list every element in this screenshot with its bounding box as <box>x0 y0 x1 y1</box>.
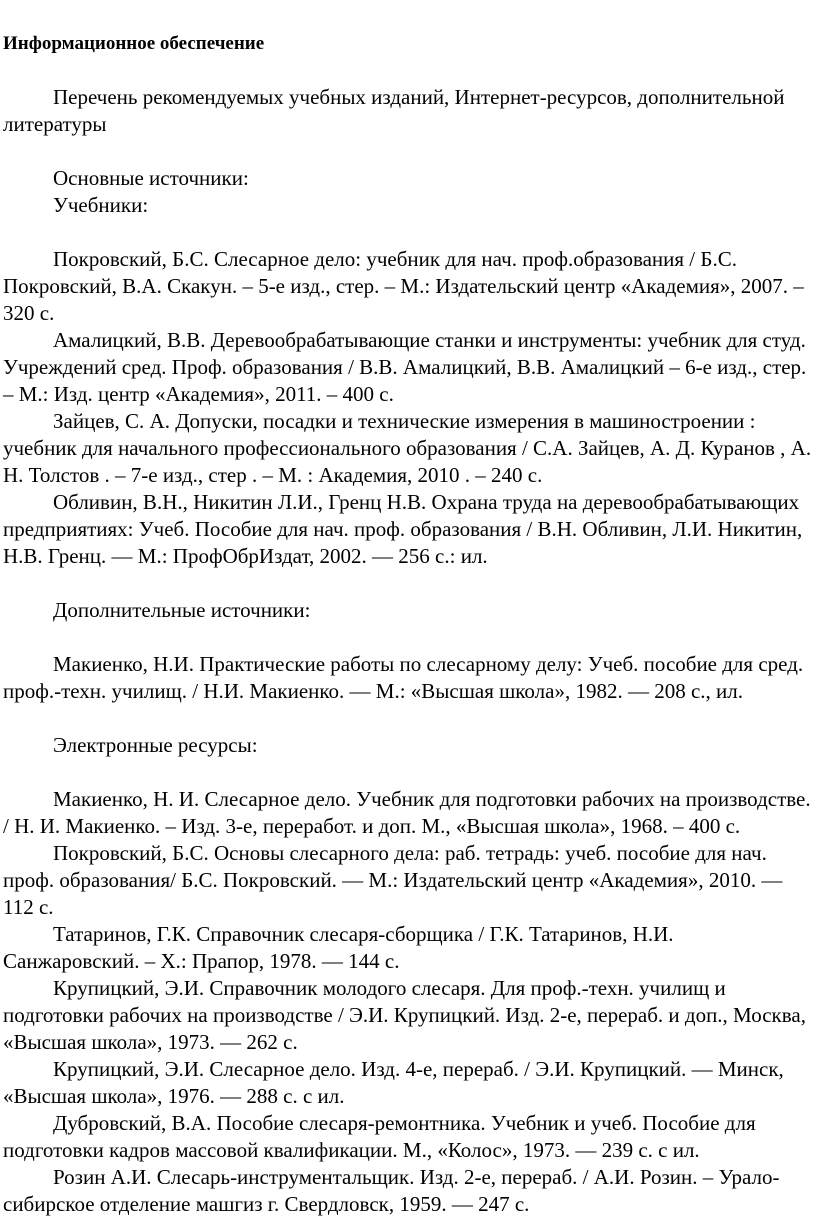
document-heading: Информационное обеспечение <box>3 33 265 54</box>
textbooks-label: Учебники: <box>53 193 149 217</box>
main-sources-label: Основные источники: <box>53 166 249 190</box>
spacer <box>3 624 814 651</box>
electronic-resource-item: Крупицкий, Э.И. Справочник молодого слесаря. Для проф.-техн. училищ и подготовки рабочих на производстве / Э.И. Крупицкий. Изд. 2-е, перераб. и доп., Москва, «Высшая школа», 1973. — 262 с. <box>3 976 806 1054</box>
additional-source-item: Макиенко, Н.И. Практические работы по слесарному делу: Учеб. пособие для сред. проф.-техн. училищ. / Н.И. Макиенко. — М.: «Высшая школа», 1982. — 208 с., ил. <box>3 652 804 703</box>
electronic-resource-item: Дубровский, В.А. Пособие слесаря-ремонтника. Учебник и учеб. Пособие для подготовки кадров массовой квалификации. М., «Колос», 1973. — 239 с. с ил. <box>3 1111 756 1162</box>
spacer <box>3 570 814 597</box>
spacer <box>3 219 814 246</box>
intro-paragraph: Перечень рекомендуемых учебных изданий, Интернет-ресурсов, дополнительной литературы <box>3 85 785 136</box>
spacer <box>3 138 814 165</box>
electronic-resource-item: Макиенко, Н. И. Слесарное дело. Учебник для подготовки рабочих на производстве. / Н. И. Макиенко. – Изд. 3-е, переработ. и доп. М., «Высшая школа», 1968. – 400 с. <box>3 787 811 838</box>
spacer <box>3 759 814 786</box>
main-source-item: Покровский, Б.С. Слесарное дело: учебник для нач. проф.образования / Б.С. Покровский, В.А. Скакун. – 5-е изд., стер. – М.: Издательский центр «Академия», 2007. – 320 с. <box>3 247 804 325</box>
electronic-resources-label: Электронные ресурсы: <box>53 733 258 757</box>
electronic-resource-item: Крупицкий, Э.И. Слесарное дело. Изд. 4-е, перераб. / Э.И. Крупицкий. — Минск, «Высшая школа», 1976. — 288 с. с ил. <box>3 1057 784 1108</box>
electronic-resource-item: Татаринов, Г.К. Справочник слесаря-сборщика / Г.К. Татаринов, Н.И. Санжаровский. – Х.: Прапор, 1978. — 144 с. <box>3 922 674 973</box>
electronic-resource-item: Розин А.И. Слесарь-инструментальщик. Изд. 2-е, перераб. / А.И. Розин. – Урало-сибирское отделение машгиз г. Свердловск, 1959. — 247 с. <box>3 1165 780 1216</box>
main-source-item: Зайцев, С. А. Допуски, посадки и технические измерения в машиностроении : учебник для начального профессионального образования / С.А. Зайцев, А. Д. Куранов , А. Н. Толстов . – 7-е изд., стер . – М. : Академия, 2010 . – 240 с. <box>3 409 812 487</box>
spacer <box>3 57 814 84</box>
spacer <box>3 705 814 732</box>
main-source-item: Амалицкий, В.В. Деревообрабатывающие станки и инструменты: учебник для студ. Учреждений сред. Проф. образования / В.В. Амалицкий, В.В. Амалицкий – 6-е изд., стер. – М.: Изд. центр «Академия», 2011. – 400 с. <box>3 328 807 406</box>
additional-sources-label: Дополнительные источники: <box>53 598 311 622</box>
main-source-item: Обливин, В.Н., Никитин Л.И., Гренц Н.В. Охрана труда на деревообрабатывающих предприятиях: Учеб. Пособие для нач. проф. образования / В.Н. Обливин, Л.И. Никитин, Н.В. Гренц. — М.: ПрофОбрИздат, 2002. — 256 с.: ил. <box>3 490 803 568</box>
electronic-resource-item: Покровский, Б.С. Основы слесарного дела: раб. тетрадь: учеб. пособие для нач. проф. образования/ Б.С. Покровский. — М.: Издательский центр «Академия», 2010. — 112 с. <box>3 841 783 919</box>
